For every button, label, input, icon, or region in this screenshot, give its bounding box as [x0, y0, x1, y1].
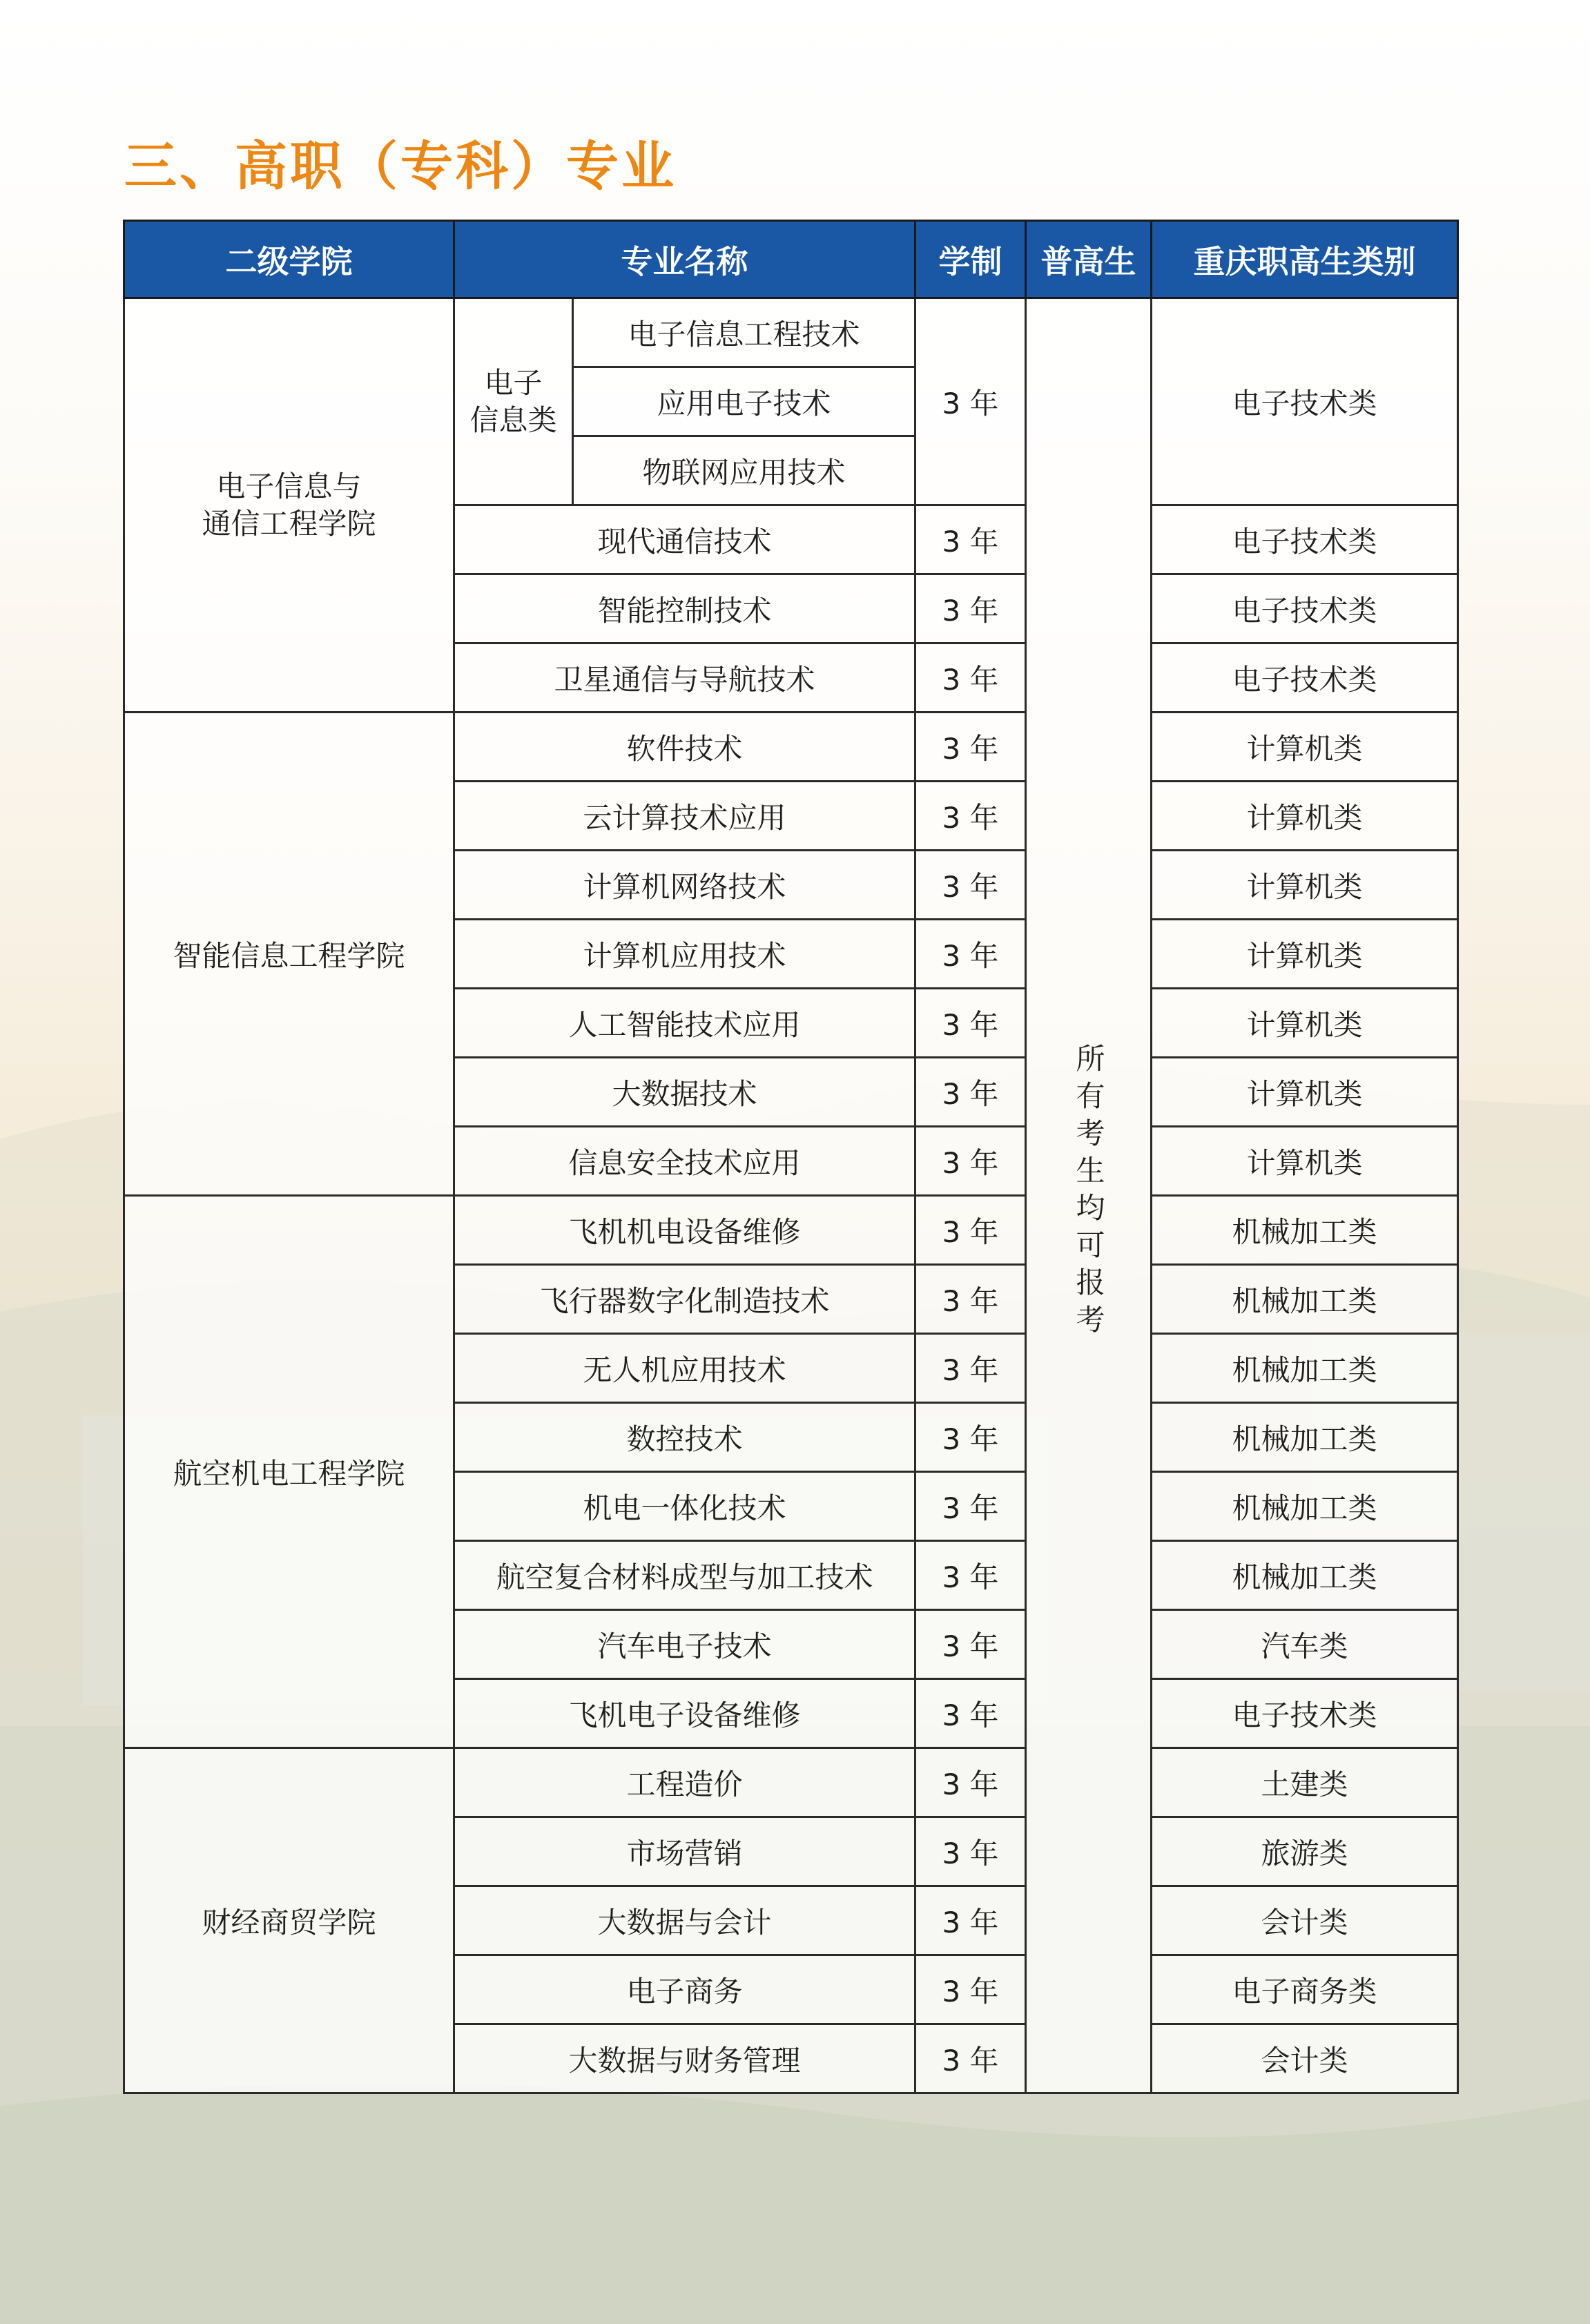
- duration-cell: 3 年: [915, 1955, 1026, 2024]
- header-vocational: 重庆职高生类别: [1152, 221, 1458, 298]
- category-cell: 会计类: [1152, 2024, 1458, 2093]
- header-duration: 学制: [915, 221, 1026, 298]
- category-cell: 计算机类: [1152, 713, 1458, 782]
- header-college: 二级学院: [124, 221, 454, 298]
- major-name: 卫星通信与导航技术: [454, 643, 915, 713]
- duration-cell: 3 年: [915, 1196, 1026, 1265]
- table-row: [124, 1196, 1458, 1265]
- college-name-line1: 电子信息与: [216, 469, 362, 503]
- major-name: 电子信息工程技术: [573, 298, 915, 367]
- major-name: 大数据与会计: [454, 1886, 915, 1955]
- category-cell: 计算机类: [1152, 1058, 1458, 1127]
- duration-cell: 3 年: [915, 1058, 1026, 1127]
- duration-cell: 3 年: [915, 920, 1026, 989]
- college-intelligent: 智能信息工程学院: [124, 713, 454, 1196]
- table-row: [124, 713, 1458, 782]
- major-name: 市场营销: [454, 1817, 915, 1886]
- duration-cell: 3 年: [915, 1334, 1026, 1403]
- duration-cell: 3 年: [915, 1403, 1026, 1472]
- category-cell: 计算机类: [1152, 782, 1458, 851]
- duration-cell: 3 年: [915, 505, 1026, 574]
- major-name: 数控技术: [454, 1403, 915, 1472]
- major-name: 信息安全技术应用: [454, 1127, 915, 1196]
- category-cell: 电子技术类: [1152, 643, 1458, 713]
- major-group-line2: 信息类: [469, 403, 557, 437]
- header-major: 专业名称: [454, 221, 915, 298]
- duration-cell: 3 年: [915, 2024, 1026, 2093]
- category-cell: 电子技术类: [1152, 298, 1458, 505]
- page-title: 三、高职（专科）专业: [124, 135, 677, 197]
- duration-cell: 3 年: [915, 713, 1026, 782]
- category-cell: 机械加工类: [1152, 1196, 1458, 1265]
- major-name: 云计算技术应用: [454, 782, 915, 851]
- duration-cell: 3 年: [915, 574, 1026, 643]
- duration-cell: 3 年: [915, 1817, 1026, 1886]
- general-eligibility-text: 所有考生均可报考: [1072, 1043, 1106, 1342]
- major-name: 无人机应用技术: [454, 1334, 915, 1403]
- category-cell: 电子技术类: [1152, 1679, 1458, 1748]
- duration-cell: 3 年: [915, 643, 1026, 713]
- major-name: 汽车电子技术: [454, 1610, 915, 1679]
- duration-cell: 3 年: [915, 1610, 1026, 1679]
- category-cell: 电子技术类: [1152, 574, 1458, 643]
- major-name: 物联网应用技术: [573, 436, 915, 505]
- major-name: 计算机网络技术: [454, 851, 915, 920]
- category-cell: 电子商务类: [1152, 1955, 1458, 2024]
- category-cell: 电子技术类: [1152, 505, 1458, 574]
- category-cell: 计算机类: [1152, 920, 1458, 989]
- major-name: 智能控制技术: [454, 574, 915, 643]
- duration-cell: 3 年: [915, 1265, 1026, 1334]
- category-cell: 机械加工类: [1152, 1403, 1458, 1472]
- major-name: 电子商务: [454, 1955, 915, 2024]
- category-cell: 机械加工类: [1152, 1472, 1458, 1541]
- major-name: 人工智能技术应用: [454, 989, 915, 1058]
- major-name: 飞行器数字化制造技术: [454, 1265, 915, 1334]
- major-name: 应用电子技术: [573, 367, 915, 436]
- duration-cell: 3 年: [915, 989, 1026, 1058]
- college-electronics: [124, 298, 454, 713]
- category-cell: 土建类: [1152, 1748, 1458, 1817]
- general-eligibility-cell: [1026, 298, 1152, 2093]
- major-name: 工程造价: [454, 1748, 915, 1817]
- category-cell: 计算机类: [1152, 989, 1458, 1058]
- table-header-row: [124, 221, 1458, 298]
- major-name: 大数据与财务管理: [454, 2024, 915, 2093]
- major-group-name: [469, 365, 556, 439]
- category-cell: 机械加工类: [1152, 1334, 1458, 1403]
- major-group-line1: 电子: [484, 365, 543, 400]
- category-cell: 机械加工类: [1152, 1265, 1458, 1334]
- duration-cell: 3 年: [915, 851, 1026, 920]
- college-finance: 财经商贸学院: [124, 1748, 454, 2093]
- duration-cell: 3 年: [915, 782, 1026, 851]
- duration-cell: 3 年: [915, 1679, 1026, 1748]
- header-general: 普高生: [1026, 221, 1152, 298]
- majors-table: [123, 220, 1459, 2094]
- college-aviation: 航空机电工程学院: [124, 1196, 454, 1748]
- duration-cell: 3 年: [915, 298, 1026, 505]
- table-row: [124, 298, 1458, 367]
- category-cell: 计算机类: [1152, 1127, 1458, 1196]
- category-cell: 会计类: [1152, 1886, 1458, 1955]
- duration-cell: 3 年: [915, 1748, 1026, 1817]
- major-name: 软件技术: [454, 713, 915, 782]
- category-cell: 机械加工类: [1152, 1541, 1458, 1610]
- duration-cell: 3 年: [915, 1127, 1026, 1196]
- major-name: 飞机电子设备维修: [454, 1679, 915, 1748]
- category-cell: 汽车类: [1152, 1610, 1458, 1679]
- major-name: 机电一体化技术: [454, 1472, 915, 1541]
- college-name: [202, 468, 376, 543]
- major-name: 飞机机电设备维修: [454, 1196, 915, 1265]
- duration-cell: 3 年: [915, 1541, 1026, 1610]
- table-row: [124, 1748, 1458, 1817]
- college-name-line2: 通信工程学院: [202, 506, 376, 541]
- major-name: 现代通信技术: [454, 505, 915, 574]
- duration-cell: 3 年: [915, 1886, 1026, 1955]
- category-cell: 计算机类: [1152, 851, 1458, 920]
- major-name: 计算机应用技术: [454, 920, 915, 989]
- category-cell: 旅游类: [1152, 1817, 1458, 1886]
- major-name: 航空复合材料成型与加工技术: [454, 1541, 915, 1610]
- major-group: [454, 298, 573, 505]
- duration-cell: 3 年: [915, 1472, 1026, 1541]
- major-name: 大数据技术: [454, 1058, 915, 1127]
